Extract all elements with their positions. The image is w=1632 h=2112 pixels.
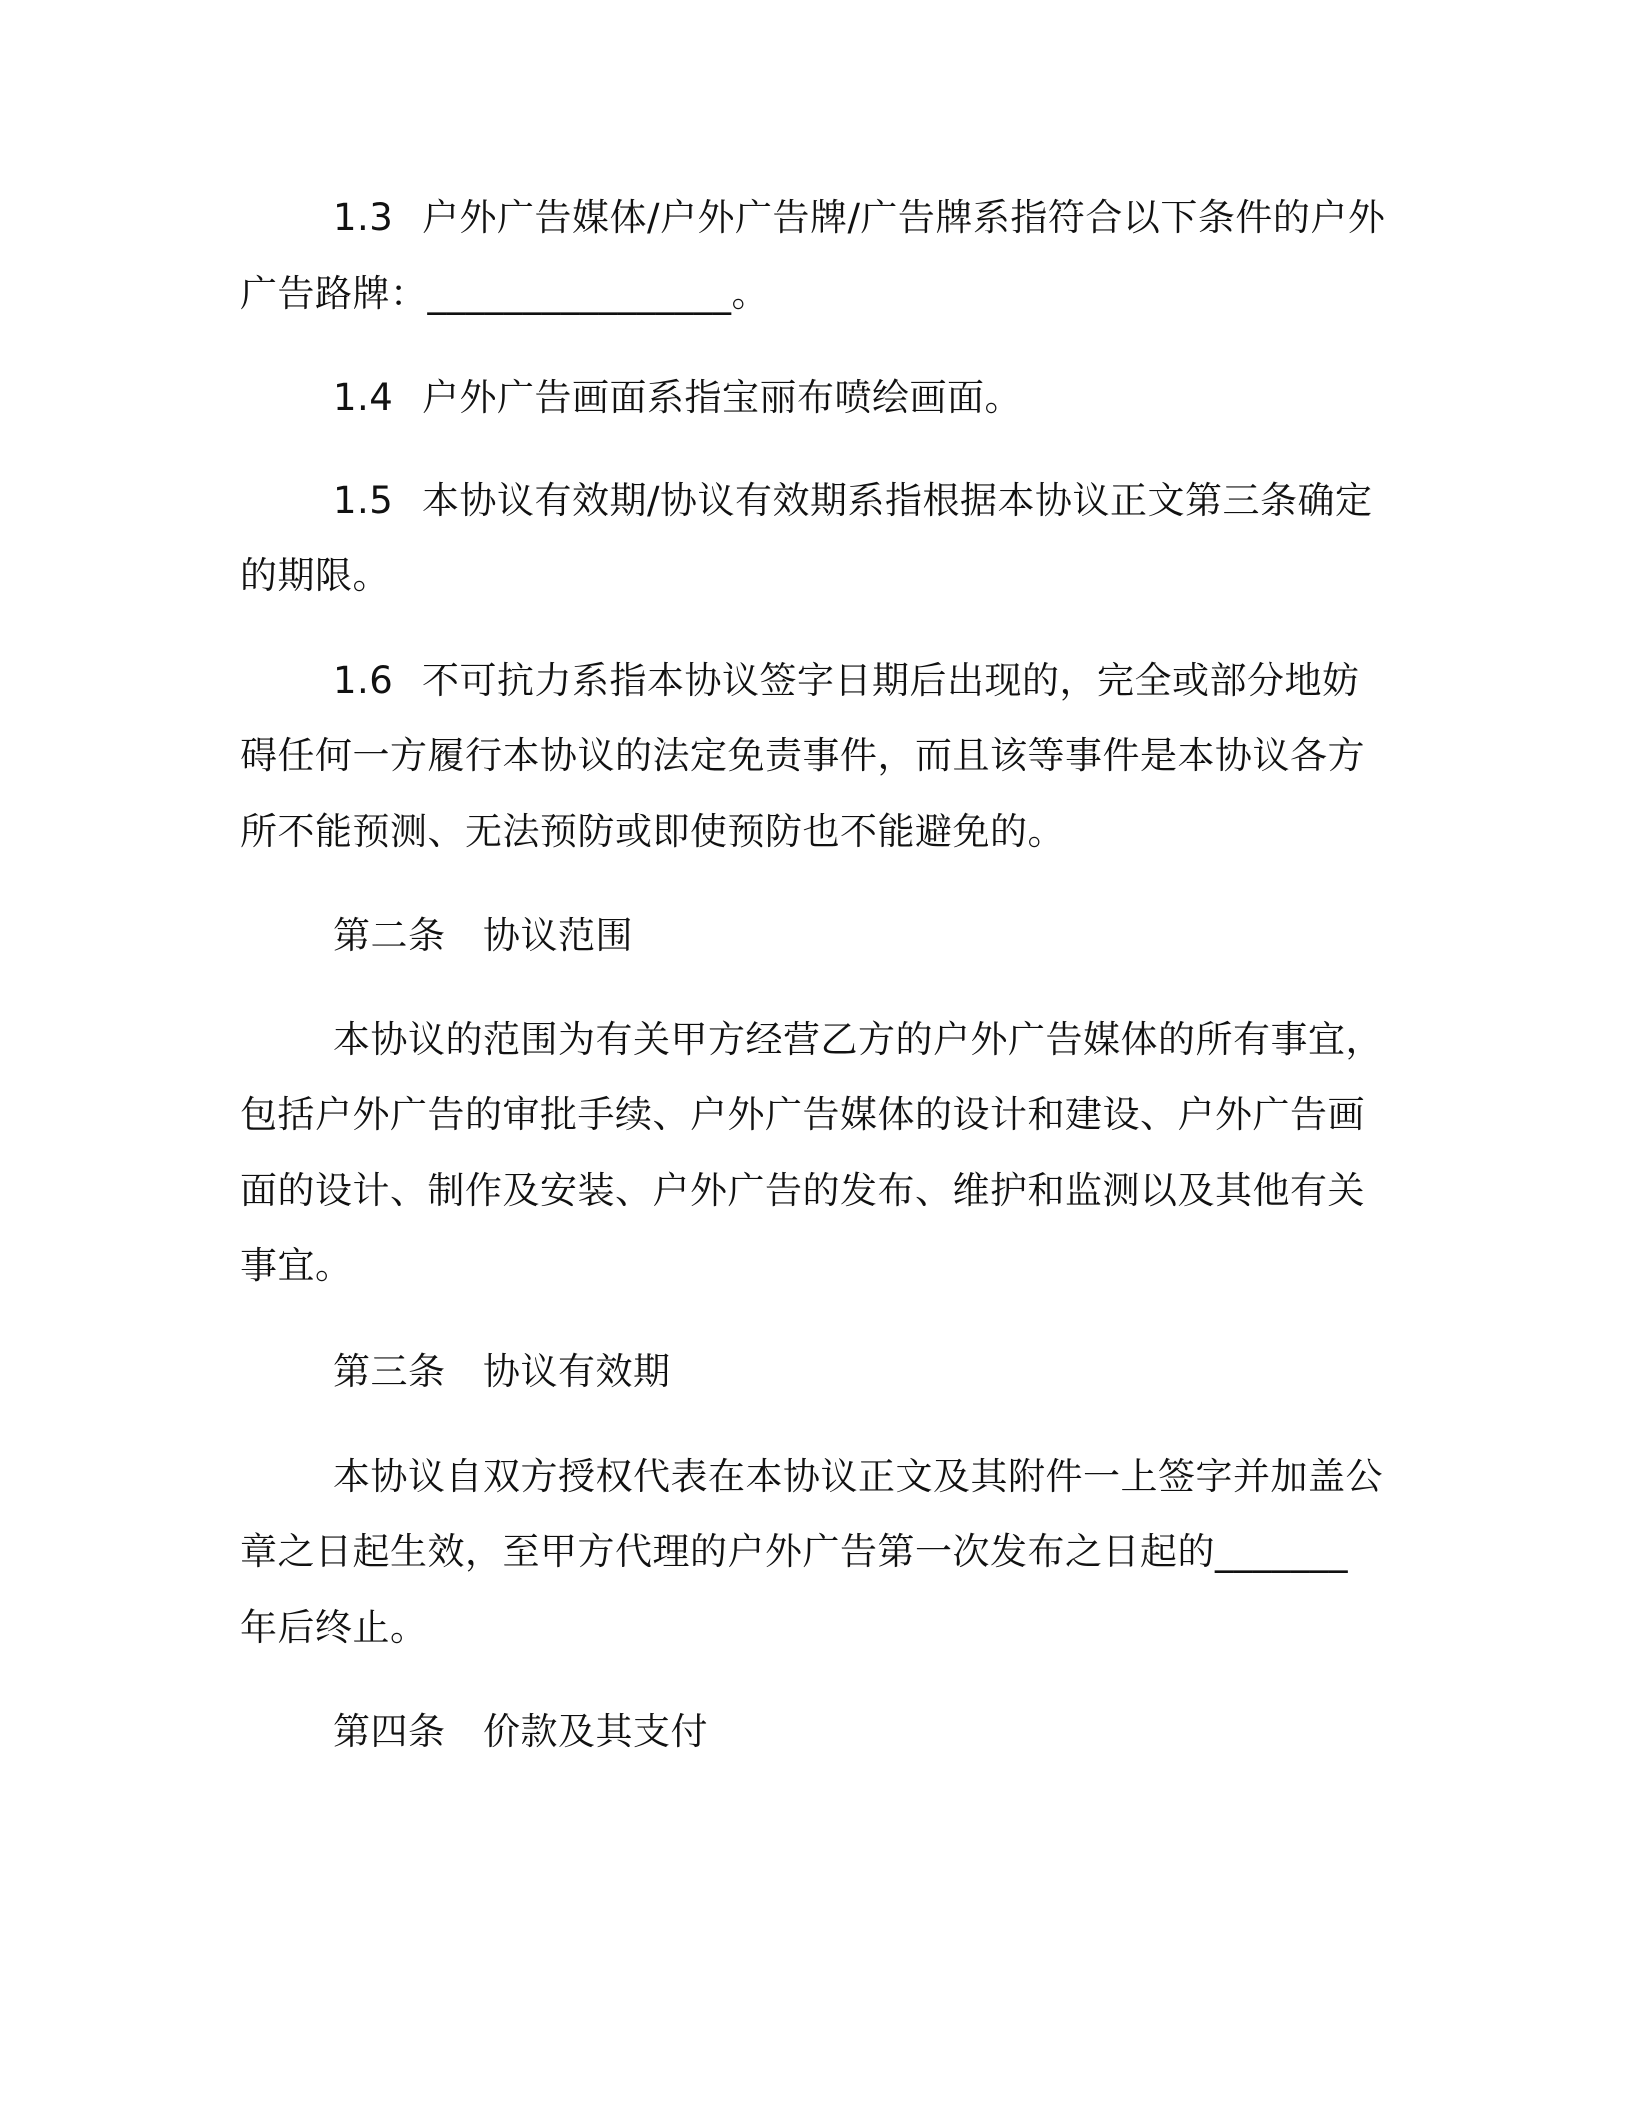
clause-1-3-line-2: 广告路牌：________________。 xyxy=(240,272,769,315)
article-2-line-1: 本协议的范围为有关甲方经营乙方的户外广告媒体的所有事宜， xyxy=(333,1018,1383,1061)
article-3-line-2: 章之日起生效，至甲方代理的户外广告第一次发布之日起的_______ xyxy=(240,1530,1348,1573)
article-2-line-2: 包括户外广告的审批手续、户外广告媒体的设计和建设、户外广告画 xyxy=(240,1093,1365,1136)
clause-text: 户外广告媒体/户外广告牌/广告牌系指符合以下条件的户外 xyxy=(422,196,1386,239)
clause-text: 本协议有效期/协议有效期系指根据本协议正文第三条确定 xyxy=(422,479,1373,522)
clause-text: 户外广告画面系指宝丽布喷绘画面。 xyxy=(422,376,1022,419)
article-title: 价款及其支付 xyxy=(483,1710,708,1753)
clause-1-5-line-2: 的期限。 xyxy=(240,554,390,597)
clause-1-5-line-1 xyxy=(333,479,1372,523)
clause-number: 1.3 xyxy=(333,196,394,239)
article-label: 第四条 xyxy=(333,1710,446,1753)
article-2-line-4: 事宜。 xyxy=(240,1244,353,1287)
article-4-heading xyxy=(333,1710,708,1754)
clause-1-3-line-1 xyxy=(333,196,1385,240)
article-label: 第二条 xyxy=(333,914,446,957)
article-title: 协议范围 xyxy=(483,914,633,957)
clause-number: 1.6 xyxy=(333,659,394,702)
article-label: 第三条 xyxy=(333,1350,446,1393)
article-title: 协议有效期 xyxy=(483,1350,671,1393)
article-3-heading xyxy=(333,1350,671,1394)
article-3-line-1: 本协议自双方授权代表在本协议正文及其附件一上签字并加盖公 xyxy=(333,1455,1383,1498)
article-3-line-3: 年后终止。 xyxy=(240,1606,428,1649)
article-2-heading xyxy=(333,914,633,958)
clause-number: 1.4 xyxy=(333,376,394,419)
clause-1-6-line-3: 所不能预测、无法预防或即使预防也不能避免的。 xyxy=(240,810,1065,853)
clause-1-6-line-1 xyxy=(333,659,1360,703)
clause-number: 1.5 xyxy=(333,479,394,522)
article-2-line-3: 面的设计、制作及安装、户外广告的发布、维护和监测以及其他有关 xyxy=(240,1169,1365,1212)
clause-text: 不可抗力系指本协议签字日期后出现的，完全或部分地妨 xyxy=(422,659,1360,702)
clause-1-6-line-2: 碍任何一方履行本协议的法定免责事件，而且该等事件是本协议各方 xyxy=(240,734,1365,777)
clause-1-4-line-1 xyxy=(333,376,1022,420)
